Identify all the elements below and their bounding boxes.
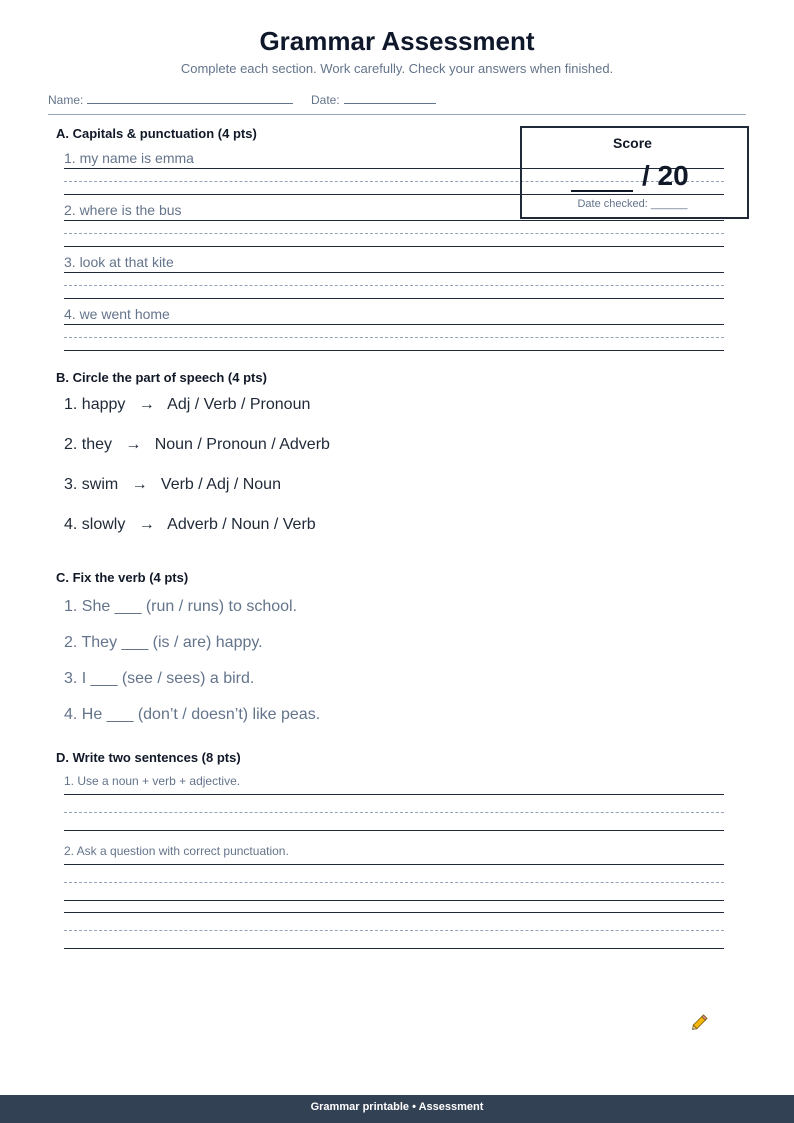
part-of-speech-item[interactable]: 1. happy → Adj / Verb / Pronoun bbox=[64, 396, 311, 413]
score-blank[interactable] bbox=[571, 190, 633, 192]
writing-line[interactable] bbox=[64, 246, 724, 247]
fix-verb-item[interactable]: 2. They ___ (is / are) happy. bbox=[64, 634, 263, 651]
section-d-title: D. Write two sentences (8 pts) bbox=[56, 750, 241, 765]
section-a-item: 2. where is the bus bbox=[64, 202, 182, 218]
page-subtitle: Complete each section. Work carefully. Check your answers when finished. bbox=[180, 61, 614, 76]
date-field[interactable] bbox=[311, 92, 436, 107]
writing-line[interactable] bbox=[64, 900, 724, 901]
writing-line[interactable] bbox=[64, 794, 724, 795]
writing-midline bbox=[64, 285, 724, 286]
name-field[interactable] bbox=[48, 92, 293, 107]
section-a-item: 1. my name is emma bbox=[64, 150, 194, 166]
fix-verb-item[interactable]: 3. I ___ (see / sees) a bird. bbox=[64, 670, 255, 687]
writing-midline bbox=[64, 882, 724, 883]
section-d-prompt: 1. Use a noun + verb + adjective. bbox=[64, 774, 241, 788]
part-of-speech-item[interactable]: 2. they → Noun / Pronoun / Adverb bbox=[64, 436, 330, 453]
section-c-title: C. Fix the verb (4 pts) bbox=[56, 570, 189, 585]
writing-midline bbox=[64, 233, 724, 234]
writing-line[interactable] bbox=[64, 912, 724, 913]
date-label: Date: bbox=[311, 93, 340, 107]
section-a-item: 3. look at that kite bbox=[64, 254, 174, 270]
section-d-prompt: 2. Ask a question with correct punctuation. bbox=[64, 844, 289, 858]
writing-line[interactable] bbox=[64, 864, 724, 865]
section-a-title: A. Capitals & punctuation (4 pts) bbox=[56, 126, 257, 141]
part-of-speech-item[interactable]: 4. slowly → Adverb / Noun / Verb bbox=[64, 516, 316, 533]
writing-line[interactable] bbox=[64, 298, 724, 299]
writing-line[interactable] bbox=[64, 830, 724, 831]
header-divider bbox=[48, 114, 746, 115]
section-a-item: 4. we went home bbox=[64, 306, 170, 322]
writing-line[interactable] bbox=[64, 272, 724, 273]
writing-line[interactable] bbox=[64, 324, 724, 325]
writing-midline bbox=[64, 337, 724, 338]
writing-line[interactable] bbox=[64, 948, 724, 949]
score-max: / 20 bbox=[642, 160, 689, 191]
date-blank[interactable] bbox=[344, 92, 436, 104]
writing-line[interactable] bbox=[64, 220, 724, 221]
score-label: Score bbox=[613, 135, 652, 151]
section-b-title: B. Circle the part of speech (4 pts) bbox=[56, 370, 267, 385]
name-label: Name: bbox=[48, 93, 84, 107]
part-of-speech-item[interactable]: 3. swim → Verb / Adj / Noun bbox=[64, 476, 281, 493]
fix-verb-item[interactable]: 1. She ___ (run / runs) to school. bbox=[64, 598, 298, 615]
writing-midline bbox=[64, 812, 724, 813]
fix-verb-item[interactable]: 4. He ___ (don’t / doesn’t) like peas. bbox=[64, 706, 321, 723]
date-checked: Date checked: ______ bbox=[577, 198, 688, 210]
pencil-icon bbox=[688, 1010, 712, 1034]
page-title: Grammar Assessment bbox=[259, 26, 535, 56]
writing-line[interactable] bbox=[64, 350, 724, 351]
name-blank[interactable] bbox=[87, 92, 293, 104]
footer: Grammar printable • Assessment bbox=[0, 1095, 794, 1123]
writing-midline bbox=[64, 930, 724, 931]
